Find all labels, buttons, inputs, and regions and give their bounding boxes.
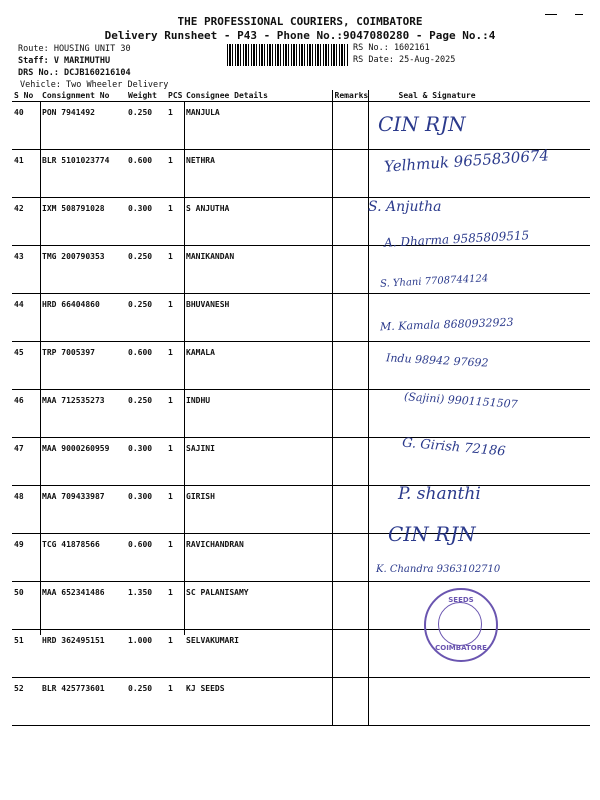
cell-consignee: KAMALA bbox=[184, 342, 332, 390]
cell-weight: 0.250 bbox=[126, 294, 166, 342]
signature-45: M. Kamala 8680932923 bbox=[379, 315, 514, 334]
col-remarks: Remarks bbox=[332, 90, 368, 102]
cell-weight: 0.600 bbox=[126, 150, 166, 198]
rs-date: RS Date: 25-Aug-2025 bbox=[353, 55, 456, 65]
table-row bbox=[12, 486, 590, 534]
cell-consignee: SC PALANISAMY bbox=[184, 582, 332, 630]
table-row bbox=[12, 246, 590, 294]
cell-consignment: BLR 425773601 bbox=[40, 678, 126, 726]
cell-remarks bbox=[332, 150, 368, 198]
cell-weight: 0.250 bbox=[126, 102, 166, 150]
cell-sno: 51 bbox=[12, 630, 40, 678]
cell-consignment: MAA 712535273 bbox=[40, 390, 126, 438]
cell-weight: 0.250 bbox=[126, 246, 166, 294]
cell-weight: 1.350 bbox=[126, 582, 166, 630]
cell-remarks bbox=[332, 438, 368, 486]
cell-pcs: 1 bbox=[166, 390, 184, 438]
company-stamp bbox=[424, 588, 498, 662]
cell-sno: 41 bbox=[12, 150, 40, 198]
cell-consignee: GIRISH bbox=[184, 486, 332, 534]
cell-consignment: TMG 200790353 bbox=[40, 246, 126, 294]
cell-consignment: HRD 66404860 bbox=[40, 294, 126, 342]
signature-40: CIN RJN bbox=[378, 112, 466, 136]
cell-weight: 1.000 bbox=[126, 630, 166, 678]
cell-remarks bbox=[332, 294, 368, 342]
cell-pcs: 1 bbox=[166, 246, 184, 294]
cell-sno: 45 bbox=[12, 342, 40, 390]
stamp-top-text: SEEDS bbox=[448, 596, 474, 604]
col-consignee: Consignee Details bbox=[184, 90, 332, 102]
cell-seal bbox=[368, 678, 590, 726]
runsheet-subtitle: Delivery Runsheet - P43 - Phone No.:9047080280 - Page No.:4 bbox=[104, 29, 496, 42]
cell-consignment: BLR 5101023774 bbox=[40, 150, 126, 198]
cell-sno: 52 bbox=[12, 678, 40, 726]
signature-44: S. Yhani 7708744124 bbox=[379, 273, 489, 290]
cell-sno: 49 bbox=[12, 534, 40, 582]
vehicle-label: Vehicle: Two Wheeler Delivery bbox=[20, 80, 169, 90]
cell-consignee: KJ SEEDS bbox=[184, 678, 332, 726]
cell-remarks bbox=[332, 198, 368, 246]
cell-consignment: MAA 652341486 bbox=[40, 582, 126, 630]
cell-remarks bbox=[332, 534, 368, 582]
col-weight: Weight bbox=[126, 90, 166, 102]
table-row bbox=[12, 342, 590, 390]
signature-46: Indu 98942 97692 bbox=[385, 351, 489, 370]
cell-consignee: RAVICHANDRAN bbox=[184, 534, 332, 582]
cell-weight: 0.250 bbox=[126, 678, 166, 726]
rs-number: RS No.: 1602161 bbox=[353, 43, 430, 53]
cell-weight: 0.250 bbox=[126, 390, 166, 438]
signature-41: Yelhmuk 9655830674 bbox=[383, 146, 550, 176]
cell-consignment: HRD 362495151 bbox=[40, 630, 126, 678]
cell-pcs: 1 bbox=[166, 534, 184, 582]
cell-remarks bbox=[332, 342, 368, 390]
corner-mark bbox=[545, 14, 557, 15]
table-row bbox=[12, 582, 590, 630]
cell-sno: 42 bbox=[12, 198, 40, 246]
cell-remarks bbox=[332, 390, 368, 438]
cell-pcs: 1 bbox=[166, 630, 184, 678]
cell-pcs: 1 bbox=[166, 678, 184, 726]
cell-consignee: SAJINI bbox=[184, 438, 332, 486]
cell-pcs: 1 bbox=[166, 198, 184, 246]
cell-consignment: TRP 7005397 bbox=[40, 342, 126, 390]
cell-sno: 48 bbox=[12, 486, 40, 534]
cell-remarks bbox=[332, 630, 368, 678]
cell-consignment: MAA 709433987 bbox=[40, 486, 126, 534]
corner-mark bbox=[575, 14, 583, 15]
cell-pcs: 1 bbox=[166, 486, 184, 534]
col-seal: Seal & Signature bbox=[368, 90, 590, 102]
cell-sno: 44 bbox=[12, 294, 40, 342]
table-row bbox=[12, 534, 590, 582]
cell-pcs: 1 bbox=[166, 582, 184, 630]
cell-pcs: 1 bbox=[166, 150, 184, 198]
signature-42: S. Anjutha bbox=[368, 199, 442, 215]
cell-remarks bbox=[332, 246, 368, 294]
barcode bbox=[227, 44, 349, 66]
cell-consignee: NETHRA bbox=[184, 150, 332, 198]
signature-51: K. Chandra 9363102710 bbox=[376, 564, 501, 575]
cell-weight: 0.300 bbox=[126, 198, 166, 246]
signature-49: P. shanthi bbox=[398, 484, 481, 504]
cell-weight: 0.600 bbox=[126, 342, 166, 390]
stamp-bottom-text: COIMBATORE bbox=[435, 644, 487, 652]
cell-remarks bbox=[332, 678, 368, 726]
cell-sno: 46 bbox=[12, 390, 40, 438]
cell-consignee: S ANJUTHA bbox=[184, 198, 332, 246]
signature-47: (Sajini) 9901151507 bbox=[403, 390, 519, 411]
col-pcs: PCS bbox=[168, 91, 183, 100]
cell-consignment: TCG 41878566 bbox=[40, 534, 126, 582]
stamp-inner-ring bbox=[438, 602, 482, 646]
staff-label: Staff: V MARIMUTHU bbox=[18, 56, 111, 66]
cell-consignee: SELVAKUMARI bbox=[184, 630, 332, 678]
cell-consignee: INDHU bbox=[184, 390, 332, 438]
column-divider bbox=[184, 101, 185, 635]
table-row bbox=[12, 102, 590, 150]
cell-consignee: BHUVANESH bbox=[184, 294, 332, 342]
col-consignment: Consignment No bbox=[40, 90, 126, 102]
col-sno: S No bbox=[12, 90, 40, 102]
cell-remarks bbox=[332, 582, 368, 630]
signature-50: CIN RJN bbox=[388, 522, 476, 546]
route-label: Route: HOUSING UNIT 30 bbox=[18, 44, 131, 54]
cell-consignment: IXM 508791028 bbox=[40, 198, 126, 246]
cell-sno: 50 bbox=[12, 582, 40, 630]
drs-label: DRS No.: DCJB160216104 bbox=[18, 68, 131, 78]
cell-consignee: MANIKANDAN bbox=[184, 246, 332, 294]
cell-sno: 47 bbox=[12, 438, 40, 486]
cell-remarks bbox=[332, 102, 368, 150]
cell-pcs: 1 bbox=[166, 438, 184, 486]
table-header bbox=[12, 90, 590, 102]
cell-weight: 0.300 bbox=[126, 486, 166, 534]
cell-pcs: 1 bbox=[166, 102, 184, 150]
cell-pcs: 1 bbox=[166, 342, 184, 390]
cell-consignment: MAA 9000260959 bbox=[40, 438, 126, 486]
column-divider bbox=[40, 101, 41, 635]
cell-pcs: 1 bbox=[166, 294, 184, 342]
cell-sno: 40 bbox=[12, 102, 40, 150]
cell-remarks bbox=[332, 486, 368, 534]
cell-weight: 0.600 bbox=[126, 534, 166, 582]
table-row bbox=[12, 678, 590, 726]
table-row bbox=[12, 630, 590, 678]
company-title: THE PROFESSIONAL COURIERS, COIMBATORE bbox=[177, 15, 423, 28]
cell-consignment: PON 7941492 bbox=[40, 102, 126, 150]
cell-consignee: MANJULA bbox=[184, 102, 332, 150]
cell-weight: 0.300 bbox=[126, 438, 166, 486]
signature-43: A. Dharma 9585809515 bbox=[383, 228, 530, 250]
signature-48: G. Girish 72186 bbox=[401, 435, 507, 460]
cell-sno: 43 bbox=[12, 246, 40, 294]
